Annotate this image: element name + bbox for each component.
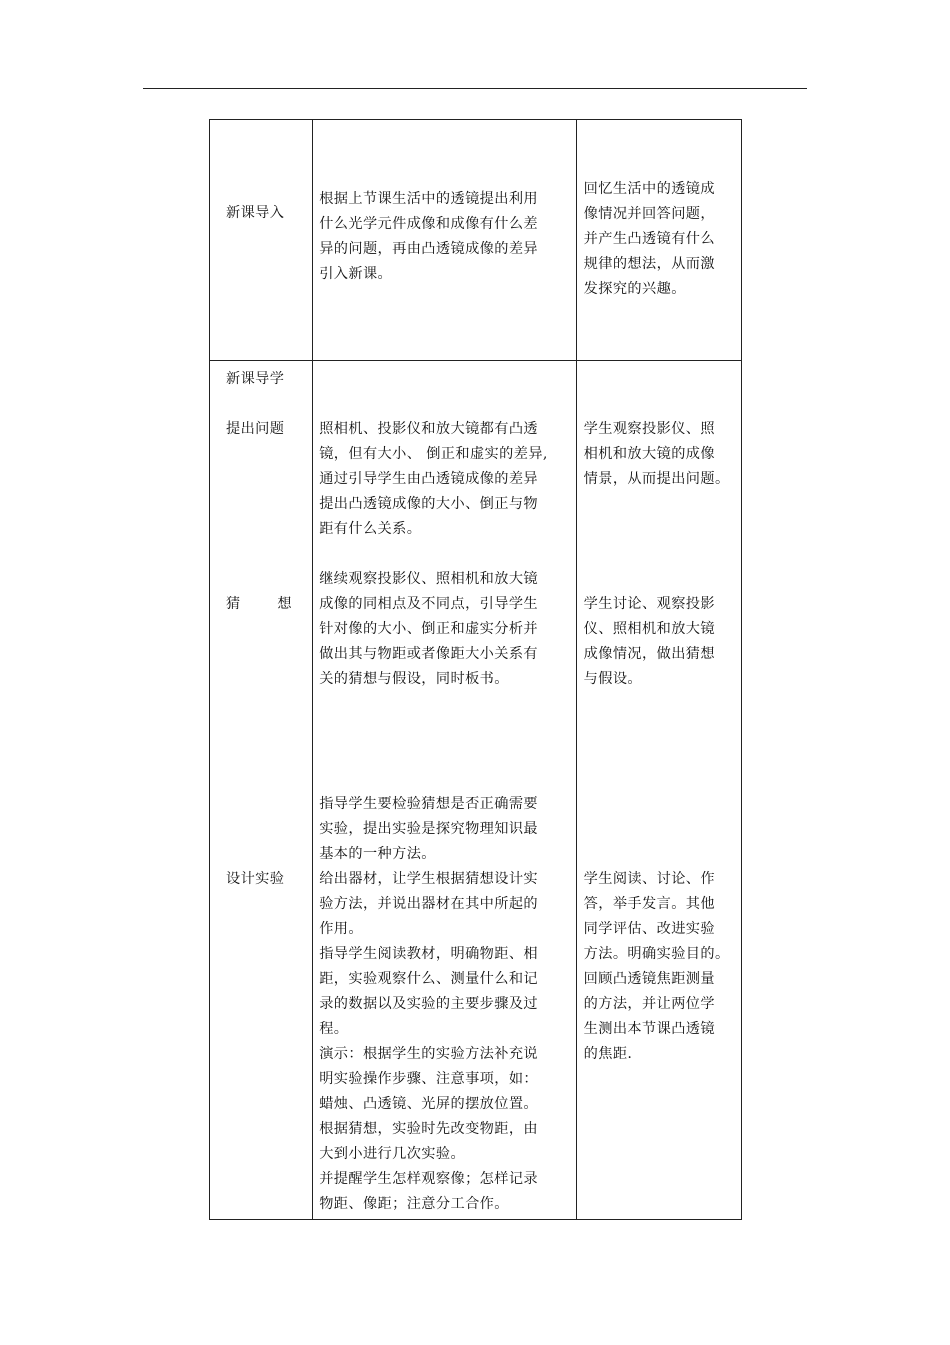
stage-label-design: 设计实验 xyxy=(226,871,285,887)
header-rule xyxy=(143,88,807,89)
teacher-activity-guess: 继续观察投影仪、照相机和放大镜 成像的同相点及不同点，引导学生 针对像的大小、倒正和虚实分析并 做出其与物距或者像距大小关系有 关的猜想与假设，同时板书。 xyxy=(319,571,539,687)
stage-cell xyxy=(210,120,313,361)
teacher-activity-cell xyxy=(313,361,576,1220)
intro-row xyxy=(210,120,742,361)
main-row xyxy=(210,361,742,1220)
student-activity-cell xyxy=(576,120,741,361)
student-activity-design: 学生阅读、讨论、作 答，举手发言。其他 同学评估、改进实验 方法。明确实验目的。 回顾凸透镜焦距测量 的方法，并让两位学 生测出本节课凸透镜 的焦距. xyxy=(583,871,730,1062)
stage-cell xyxy=(210,361,313,1220)
student-activity-guess: 学生讨论、观察投影 仪、照相机和放大镜 成像情况，做出猜想 与假设。 xyxy=(583,596,715,687)
teacher-activity-intro: 根据上节课生活中的透镜提出利用 什么光学元件成像和成像有什么差 异的问题，再由凸透镜成像的差异 引入新课。 xyxy=(319,191,539,282)
teacher-activity-question: 照相机、投影仪和放大镜都有凸透 镜，但有大小、 倒正和虚实的差异, 通过引导学生由凸透镜成像的差异 提出凸透镜成像的大小、倒正与物 距有什么关系。 xyxy=(319,421,548,537)
teacher-activity-cell xyxy=(313,120,576,361)
student-activity-cell xyxy=(576,361,741,1220)
stage-label-question: 提出问题 xyxy=(226,421,285,437)
stage-heading: 新课导学 xyxy=(226,371,285,387)
student-activity-question: 学生观察投影仪、照 相机和放大镜的成像 情景，从而提出问题。 xyxy=(583,421,730,487)
stage-label-guess xyxy=(226,592,292,617)
stage-label-guess-char-1: 猜 xyxy=(226,596,241,612)
teacher-activity-design: 指导学生要检验猜想是否正确需要 实验，提出实验是探究物理知识最 基本的一种方法。 给出器材，让学生根据猜想设计实 验方法，并说出器材在其中所起的 作用。 指导学生阅读教材，明确物距、相 距，实验观察什么、测量什么和记 录的数据以及实验的主要步骤及过 程。 演示：根据学生的实验方法补充说 明实验操作步骤、注意事项，如： 蜡烛、凸透镜、光屏的摆放位置。 根据猜想，实验时先改变物距，由 大到小进行几次实验。 并提醒学生怎样观察像；怎样记录 物距、像距；注意分工合作。 xyxy=(319,796,539,1212)
stage-label-guess-char-2: 想 xyxy=(277,596,292,612)
student-activity-intro: 回忆生活中的透镜成 像情况并回答问题， 并产生凸透镜有什么 规律的想法，从而激 发探究的兴趣。 xyxy=(583,181,715,297)
lesson-plan-table xyxy=(209,119,742,1220)
stage-label-intro: 新课导入 xyxy=(226,205,285,221)
